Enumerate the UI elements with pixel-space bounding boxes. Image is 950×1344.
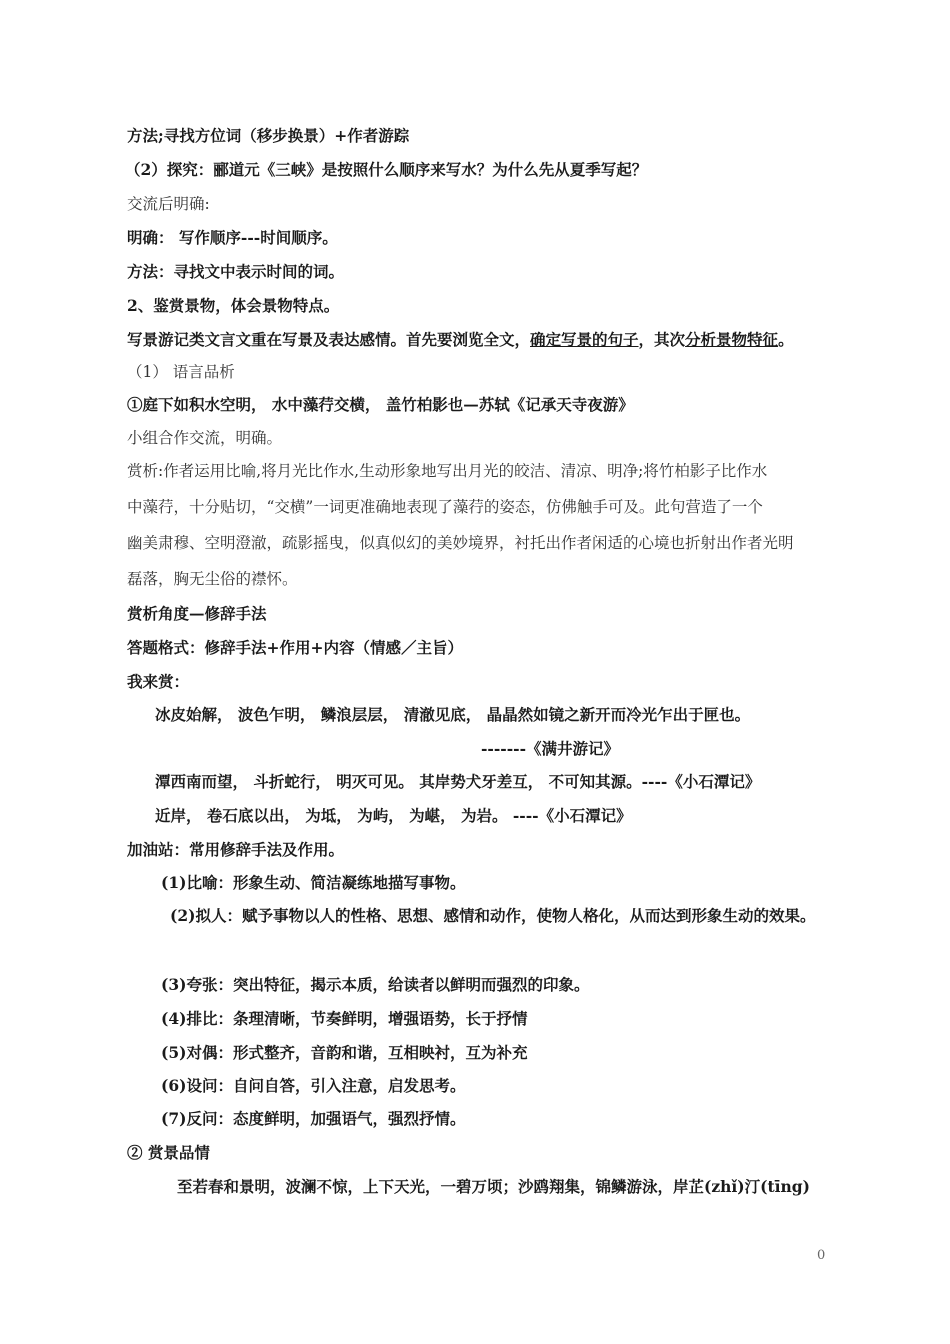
clarify-line: 明确： 写作顺序---时间顺序。 [127, 228, 338, 247]
rhetoric-5: (5)对偶：形式整齐，音韵和谐，互相映衬，互为补充 [161, 1043, 528, 1062]
intro-underline-1: 确定写景的句子 [530, 330, 639, 349]
analysis-line-2: 中藻荇，十分贴切，“交横”一词更准确地表现了藻荇的姿态，仿佛触手可及。此句营造了一个 [127, 498, 763, 516]
my-appreciation: 我来赏： [127, 672, 190, 691]
quote-xiaoshitan-2: 近岸， 卷石底以出， 为坻， 为屿， 为嵁， 为岩。 ----《小石潭记》 [155, 806, 632, 825]
analysis-line-3: 幽美肃穆、空明澄澈，疏影摇曳，似真似幻的美妙境界，衬托出作者闲适的心境也折射出作者光明 [127, 534, 794, 552]
example-quote-1: ①庭下如积水空明， 水中藻荇交横， 盖竹柏影也—苏轼《记承天寺夜游》 [127, 395, 634, 414]
quote-manjing: 冰皮始解， 波色乍明， 鳞浪层层， 清澈见底， 晶晶然如镜之新开而冷光乍出于匣也。 [155, 705, 751, 724]
tips-heading: 加油站：常用修辞手法及作用。 [127, 840, 345, 859]
intro-underline-2: 分析景物特征 [685, 330, 779, 349]
rhetoric-6: (6)设问：自问自答，引入注意，启发思考。 [161, 1076, 466, 1095]
method-line: 方法;寻找方位词（移步换景）+作者游踪 [127, 126, 410, 145]
group-note: 小组合作交流，明确。 [127, 429, 283, 447]
method-line-2: 方法：寻找文中表示时间的词。 [127, 262, 345, 281]
rhetoric-4: (4)排比：条理清晰，节奏鲜明，增强语势，长于抒情 [161, 1009, 528, 1028]
page-number: 0 [817, 1248, 826, 1263]
discussion-note: 交流后明确: [127, 195, 210, 213]
appreciate-heading: ② 赏景品情 [127, 1143, 210, 1162]
section-heading: 2、鉴赏景物，体会景物特点。 [127, 296, 340, 315]
intro-text-a: 写景游记类文言文重在写景及表达感情。首先要浏览全文， [127, 330, 531, 349]
analysis-line-4: 磊落，胸无尘俗的襟怀。 [127, 570, 298, 588]
quote-xiaoshitan-1: 潭西南而望， 斗折蛇行， 明灭可见。 其岸势犬牙差互， 不可知其源。----《小石潭记》 [155, 772, 761, 791]
angle-heading: 赏析角度—修辞手法 [127, 604, 267, 623]
subsection-heading: （1） 语言品析 [127, 363, 235, 381]
explore-question: （2）探究：郦道元《三峡》是按照什么顺序来写水？为什么先从夏季写起？ [125, 160, 648, 179]
rhetoric-3: (3)夸张：突出特征，揭示本质，给读者以鲜明而强烈的印象。 [161, 975, 590, 994]
intro-text-c: ，其次 [638, 330, 686, 349]
source-manjing: -------《满井游记》 [481, 739, 620, 758]
intro-paragraph [127, 330, 794, 350]
rhetoric-7: (7)反问：态度鲜明，加强语气，强烈抒情。 [161, 1109, 466, 1128]
yueyang-quote: 至若春和景明，波澜不惊，上下天光，一碧万顷；沙鸥翔集，锦鳞游泳，岸芷(zhǐ)汀(tīng) [177, 1177, 810, 1196]
rhetoric-2: (2)拟人：赋予事物以人的性格、思想、感情和动作，使物人格化，从而达到形象生动的效果。 [170, 906, 816, 925]
intro-text-e: 。 [778, 330, 794, 349]
rhetoric-1: (1)比喻：形象生动、简洁凝练地描写事物。 [161, 873, 466, 892]
answer-format: 答题格式：修辞手法+作用+内容（情感／主旨） [127, 638, 463, 657]
analysis-line-1: 赏析:作者运用比喻,将月光比作水,生动形象地写出月光的皎洁、清凉、明净;将竹柏影子比作水 [127, 462, 768, 480]
